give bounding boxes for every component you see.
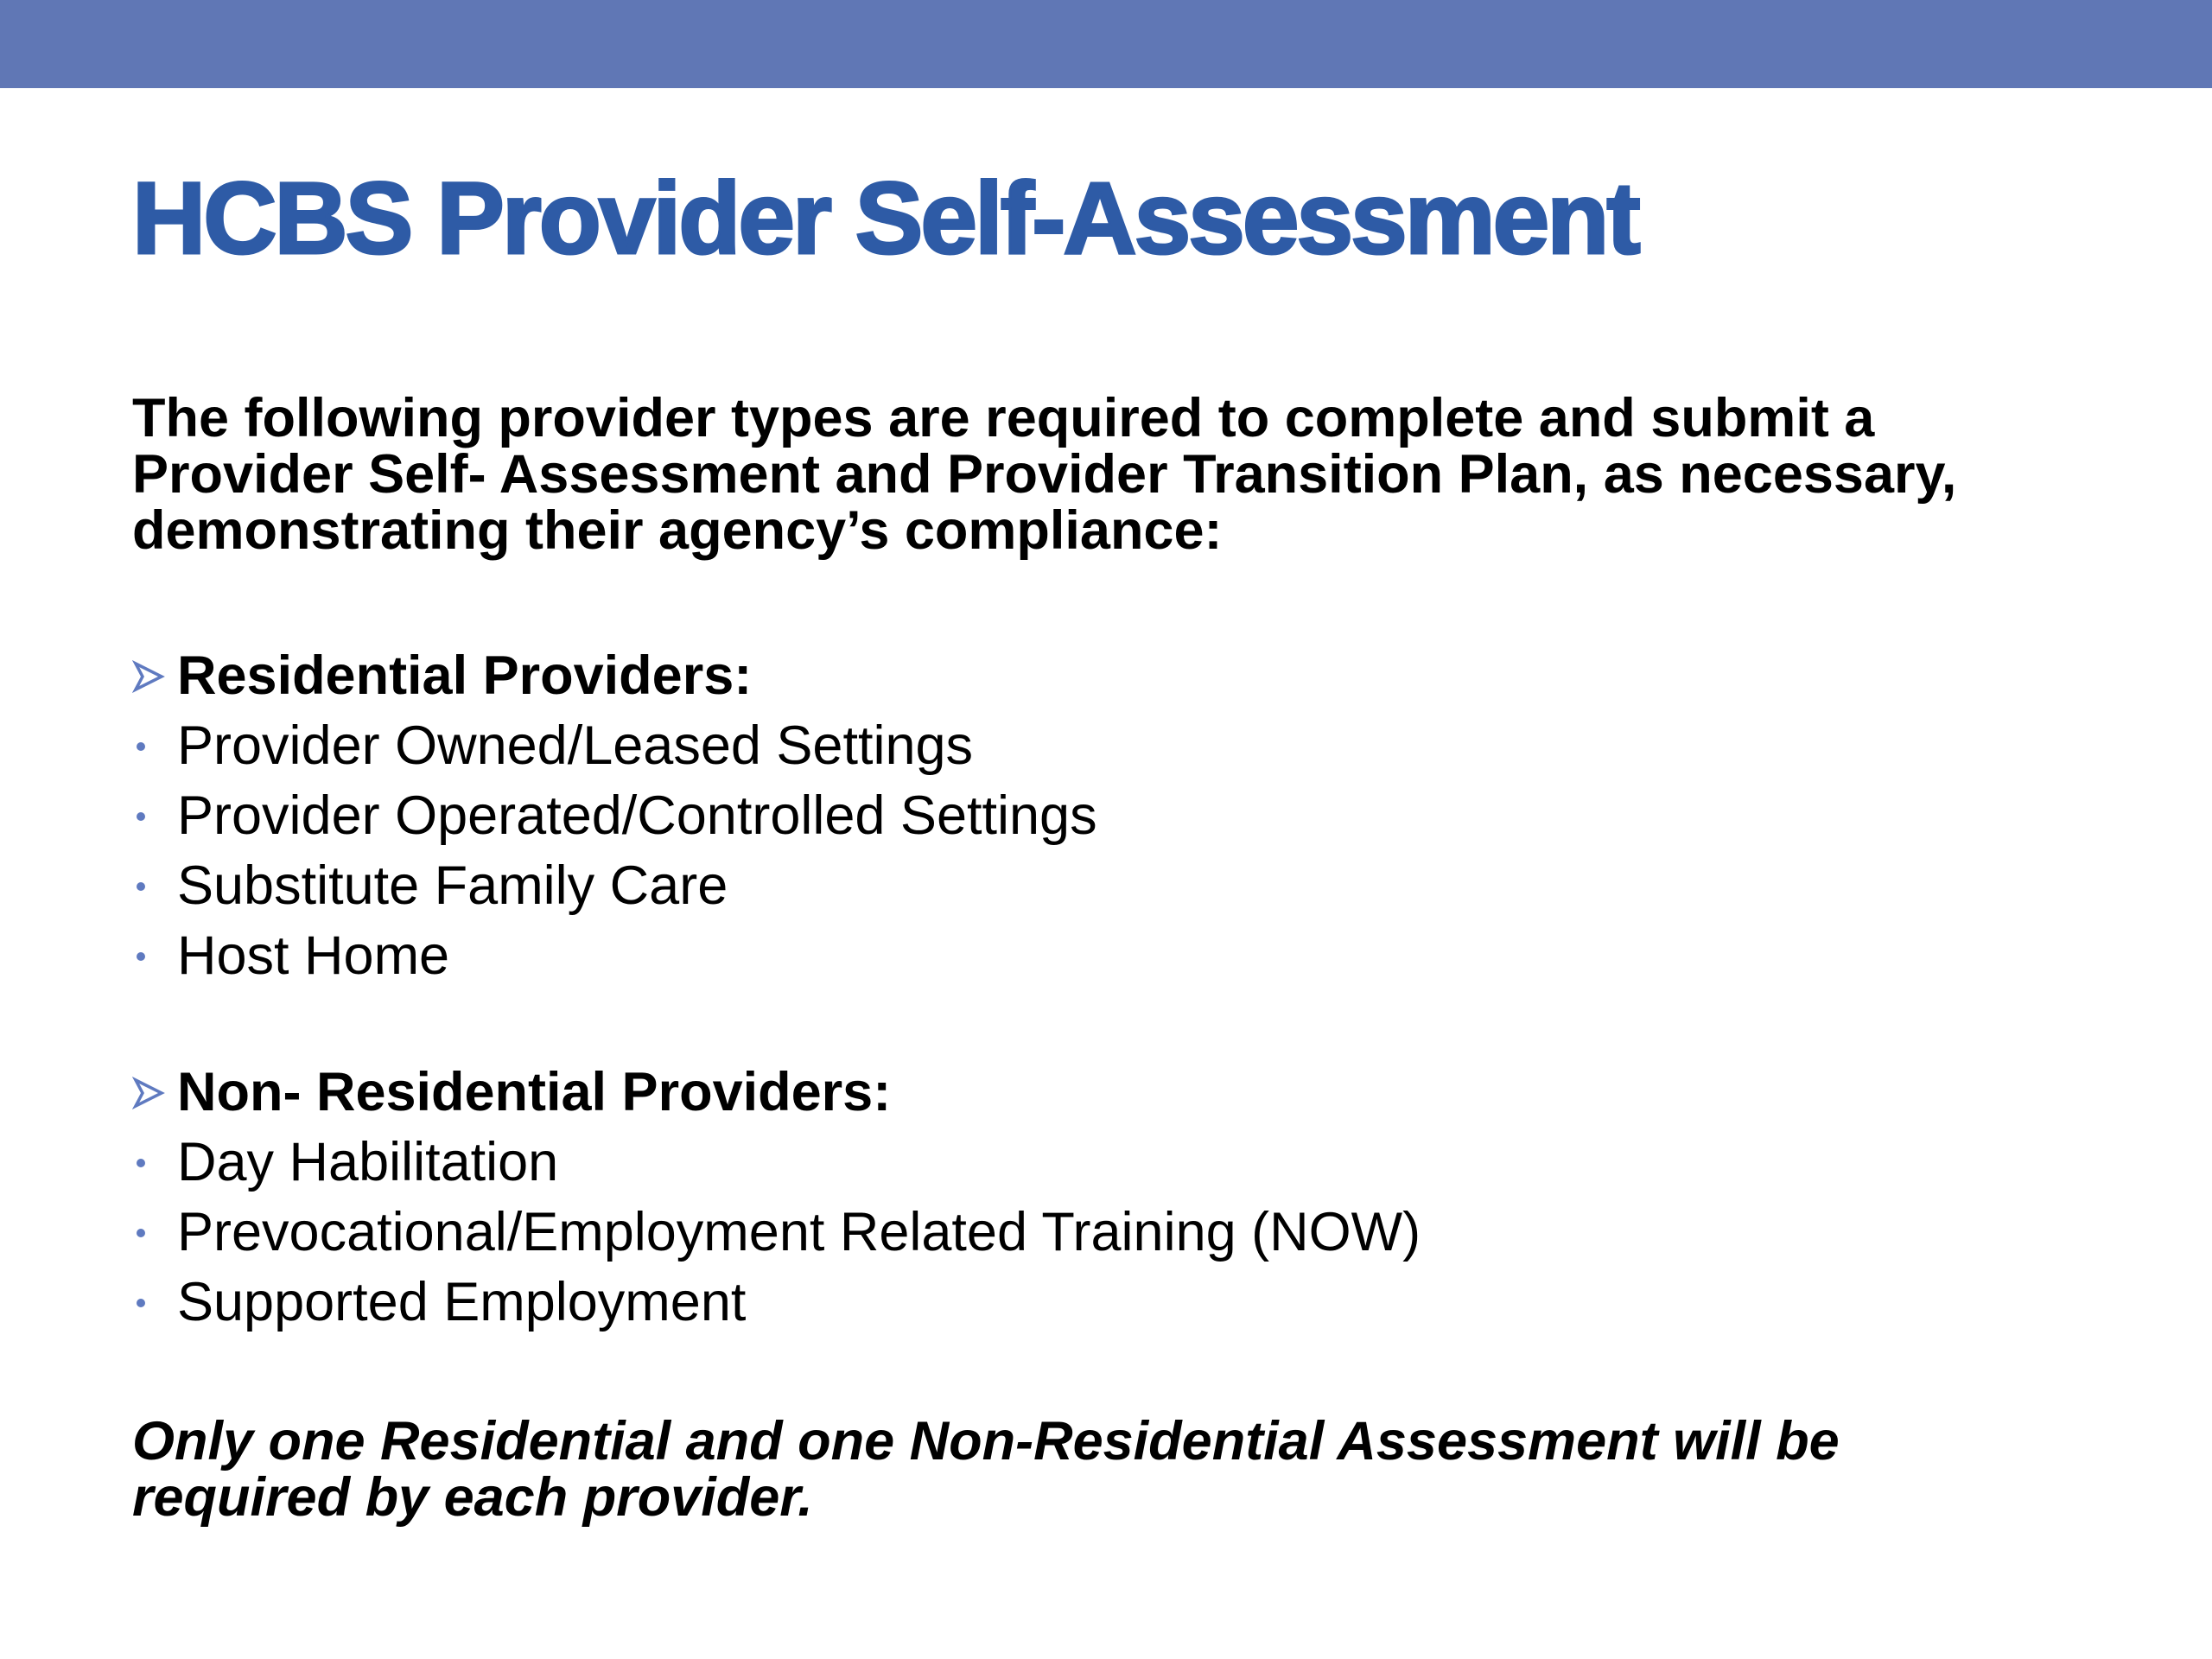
bullet-dot-icon [132,711,177,781]
bullet-dot-icon [132,1198,177,1268]
section-heading-label: Non- Residential Providers: [177,1062,892,1122]
list-item [132,921,2120,991]
intro-paragraph: The following provider types are required to complete and submit a Provider Self- Assessment and Provider Transition Plan, as necessary, demonstrating their agency’s compliance: [132,388,1957,561]
list-item [132,1128,2120,1198]
provider-type-list [132,711,2120,991]
bullet-dot-icon [132,1268,177,1338]
bullet-dot-icon [132,851,177,921]
list-item [132,1198,2120,1268]
section-heading [132,1058,2120,1128]
slide-body [132,388,2120,1528]
list-item [132,1268,2120,1338]
top-color-band [0,0,2212,88]
list-item-label: Day Habilitation [177,1132,559,1192]
footnote: Only one Residential and one Non-Residential Assessment will be required by each provider. [132,1411,1840,1528]
list-item [132,711,2120,781]
provider-type-list [132,1128,2120,1338]
bullet-dot-icon [132,921,177,991]
list-item-label: Host Home [177,925,450,986]
arrowhead-icon [132,1058,177,1128]
list-item-label: Substitute Family Care [177,855,728,916]
list-item-label: Provider Owned/Leased Settings [177,715,974,776]
section-heading [132,641,2120,711]
bullet-dot-icon [132,1128,177,1198]
section-residential [132,641,2120,991]
list-item-label: Supported Employment [177,1272,747,1332]
arrowhead-icon [132,641,177,711]
list-item-label: Prevocational/Employment Related Training (NOW) [177,1202,1421,1262]
list-item [132,781,2120,851]
section-heading-label: Residential Providers: [177,645,753,706]
slide-title: HCBS Provider Self-Assessment [132,162,1638,276]
list-item-label: Provider Operated/Controlled Settings [177,785,1097,846]
list-item [132,851,2120,921]
bullet-dot-icon [132,781,177,851]
section-non-residential [132,1058,2120,1338]
